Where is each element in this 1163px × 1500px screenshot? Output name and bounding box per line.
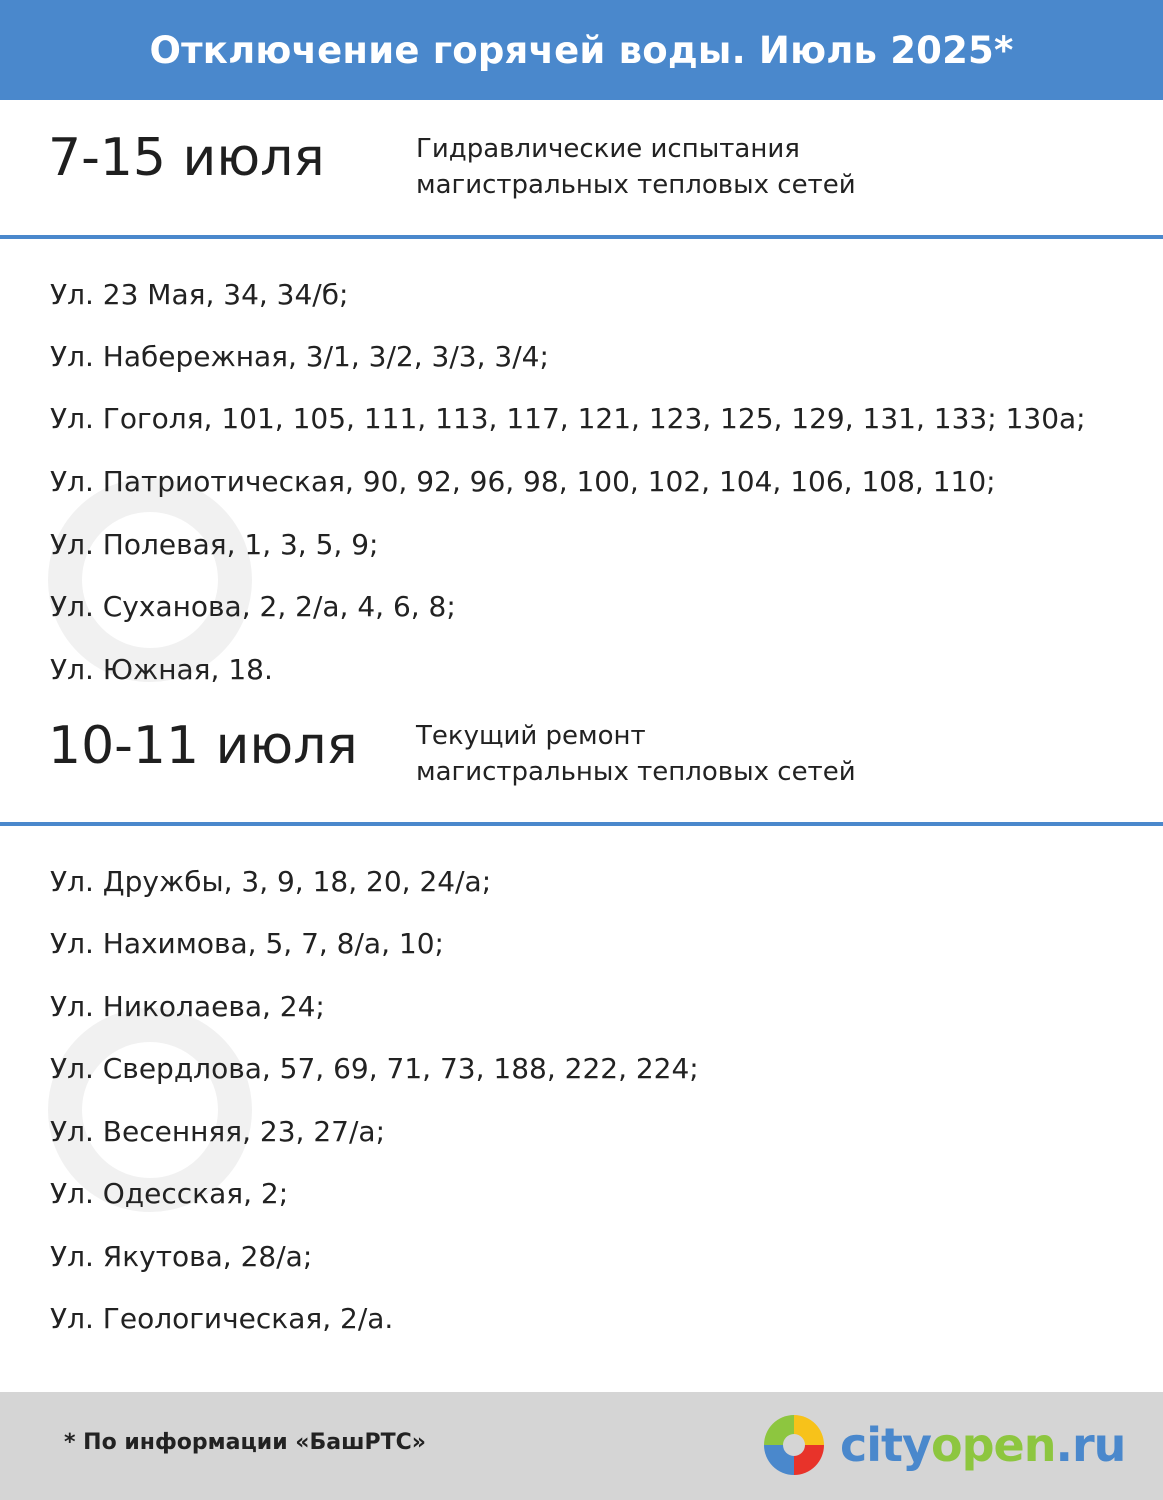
- section-description-line2: магистральных тепловых сетей: [416, 757, 856, 787]
- brand-logo-block[interactable]: [760, 1410, 1125, 1480]
- source-footnote: * По информации «БашРТС»: [64, 1430, 426, 1455]
- address-item: Ул. Весенняя, 23, 27/а;: [50, 1115, 386, 1148]
- section-date: 10-11 июля: [48, 716, 358, 776]
- brand-name-ru: .ru: [1055, 1418, 1126, 1472]
- address-item: Ул. Геологическая, 2/а.: [50, 1302, 394, 1335]
- address-item: Ул. Одесская, 2;: [50, 1177, 289, 1210]
- address-item: Ул. Набережная, 3/1, 3/2, 3/3, 3/4;: [50, 340, 549, 373]
- address-item: Ул. Гоголя, 101, 105, 111, 113, 117, 121, 123, 125, 129, 131, 133; 130а;: [50, 402, 1086, 435]
- brand-name-open: open: [931, 1418, 1056, 1472]
- address-item: Ул. Николаева, 24;: [50, 990, 325, 1023]
- address-item: Ул. Дружбы, 3, 9, 18, 20, 24/а;: [50, 865, 492, 898]
- address-item: Ул. Патриотическая, 90, 92, 96, 98, 100, 102, 104, 106, 108, 110;: [50, 465, 996, 498]
- section-divider: [0, 235, 1163, 239]
- address-item: Ул. Полевая, 1, 3, 5, 9;: [50, 528, 379, 561]
- page-title: Отключение горячей воды. Июль 2025*: [149, 28, 1014, 72]
- address-item: Ул. 23 Мая, 34, 34/б;: [50, 278, 349, 311]
- footer: [0, 1392, 1163, 1500]
- brand-name: [840, 1418, 1125, 1472]
- section-description-line1: Текущий ремонт: [416, 721, 646, 751]
- address-item: Ул. Суханова, 2, 2/а, 4, 6, 8;: [50, 590, 456, 623]
- address-item: Ул. Свердлова, 57, 69, 71, 73, 188, 222, 224;: [50, 1052, 699, 1085]
- address-item: Ул. Якутова, 28/а;: [50, 1240, 313, 1273]
- cityopen-logo-icon: [760, 1411, 828, 1479]
- address-item: Ул. Южная, 18.: [50, 653, 273, 686]
- section-date: 7-15 июля: [48, 128, 325, 188]
- section-description-line1: Гидравлические испытания: [416, 134, 800, 164]
- brand-name-city: city: [840, 1418, 932, 1472]
- header-bar: [0, 0, 1163, 100]
- section-divider: [0, 822, 1163, 826]
- address-item: Ул. Нахимова, 5, 7, 8/а, 10;: [50, 927, 444, 960]
- section-description-line2: магистральных тепловых сетей: [416, 170, 856, 200]
